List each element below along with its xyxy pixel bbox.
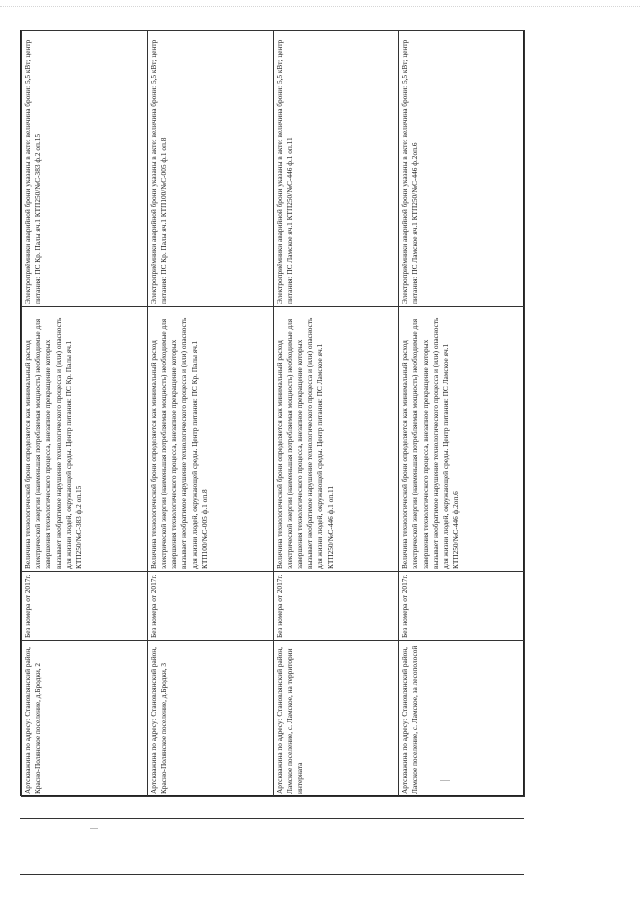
- cell-number: Без номера от 2017г.: [147, 572, 273, 641]
- cell-location: Артскважина по адресу: Становлянский район, Красно-Полянское поселение, д.Бродки, 2: [22, 641, 148, 797]
- cell-justification: Величина технологической брони определяется как минимальный расход электрической энергии (наименьшая потребляемая мощность) необходимые для завершения технологического процесса, внезапное прекращение которых вызывает необратимое нарушение технологического процесса и (или) опасность для жизни людей, окружающей среды. Центр питания: ПС Ламское яч.1 КТП250/№С-446 ф.1 оп.11: [273, 307, 399, 572]
- cell-location: Артскважина по адресу: Становлянский район, Ламское поселение, с. Ламское, на территории интерната: [273, 641, 399, 797]
- reservation-table: [21, 30, 525, 797]
- horizontal-rule: [20, 818, 524, 819]
- scan-mark: [440, 780, 450, 781]
- cell-number: Без номера от 2017г.: [399, 572, 525, 641]
- cell-number: Без номера от 2017г.: [22, 572, 148, 641]
- cell-emergency: Электроприёмники аварийной брони указаны в акте: величина брони: 5,5 кВт; центр питания: ПС Ламское яч.1 КТП250/№С-446 ф.2оп.6: [399, 31, 525, 307]
- scan-edge-dots: [0, 6, 640, 11]
- cell-location: Артскважина по адресу: Становлянский район, Ламское поселение, с. Ламское, за лесополосой: [399, 641, 525, 797]
- rotated-table-content: [21, 31, 525, 797]
- cell-justification: Величина технологической брони определяется как минимальный расход электрической энергии (наименьшая потребляемая мощность) необходимые для завершения технологического процесса, внезапное прекращение которых вызывает необратимое нарушение технологического процесса и (или) опасность для жизни людей, окружающей среды. Центр питания: ПС Ламское яч.1 КТП250/№С-446 ф.2оп.6: [399, 307, 525, 572]
- cell-emergency: Электроприёмники аварийной брони указаны в акте: величина брони: 5,5 кВт; центр питания: ПС Ламское яч.1 КТП250/№С-446 ф.1 оп.11: [273, 31, 399, 307]
- table-row: [22, 31, 148, 797]
- horizontal-rule: [20, 874, 524, 875]
- cell-justification: Величина технологической брони определяется как минимальный расход электрической энергии (наименьшая потребляемая мощность) необходимые для завершения технологического процесса, внезапное прекращение которых вызывает необратимое нарушение технологического процесса и (или) опасность для жизни людей, окружающей среды. Центр питания: ПС Кр. Палы яч.1 КТП250/№С-383 ф.2 оп.15: [22, 307, 148, 572]
- table-row: [147, 31, 273, 797]
- cell-emergency: Электроприёмники аварийной брони указаны в акте: величина брони: 5,5 кВт; центр питания: ПС Кр. Палы яч.1 КТП100/№С-005 ф.1 оп.8: [147, 31, 273, 307]
- scan-mark: [90, 828, 98, 829]
- cell-location: Артскважина по адресу: Становлянский район, Красно-Полянское поселение, д.Бродки, 3: [147, 641, 273, 797]
- rotated-table-frame: [20, 30, 524, 796]
- cell-number: Без номера от 2017г.: [273, 572, 399, 641]
- cell-emergency: Электроприёмники аварийной брони указаны в акте: величина брони: 5,5 кВт; центр питания: ПС Кр. Палы яч.1 КТП250/№С-383 ф.2 оп.15: [22, 31, 148, 307]
- cell-justification: Величина технологической брони определяется как минимальный расход электрической энергии (наименьшая потребляемая мощность) необходимые для завершения технологического процесса, внезапное прекращение которых вызывает необратимое нарушение технологического процесса и (или) опасность для жизни людей, окружающей среды. Центр питания: ПС Кр. Палы яч.1 КТП100/№С-005 ф.1 оп.8: [147, 307, 273, 572]
- table-row: [399, 31, 525, 797]
- table-row: [273, 31, 399, 797]
